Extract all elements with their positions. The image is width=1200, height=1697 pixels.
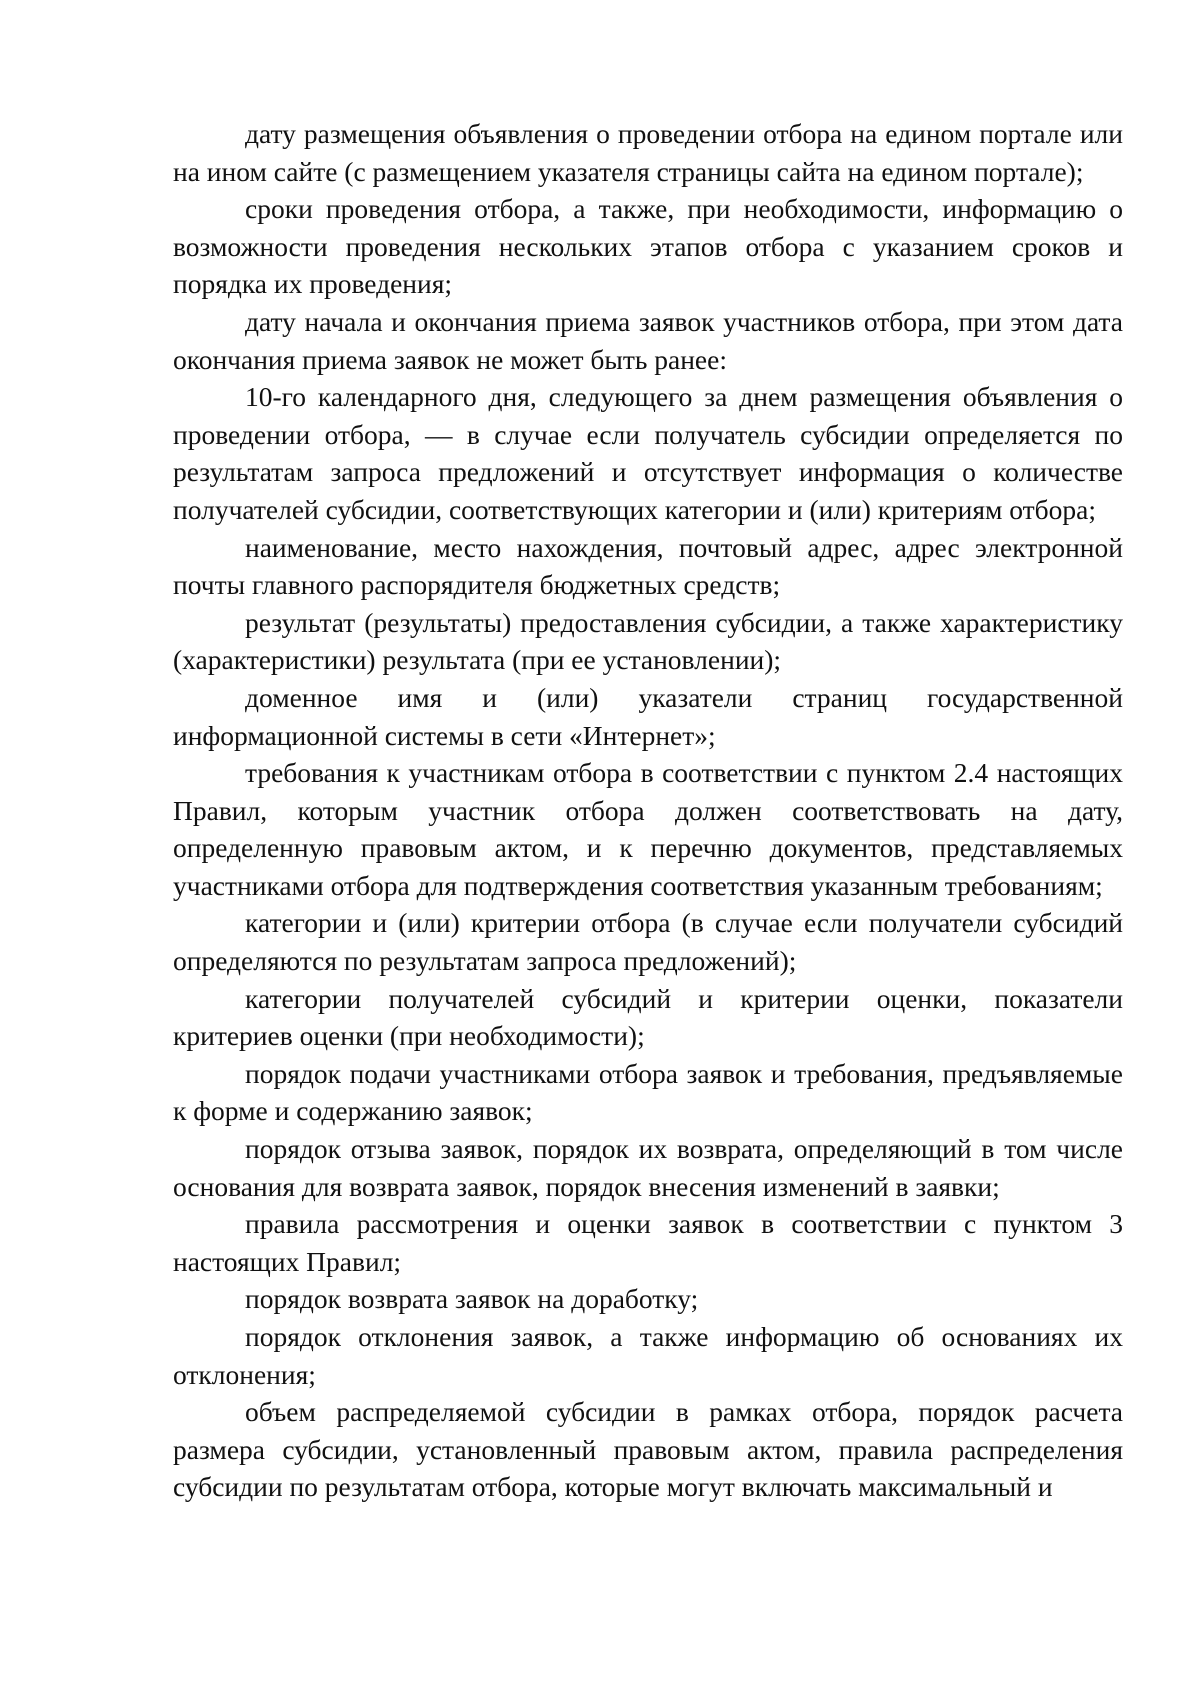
paragraph-distributor-details: наименование, место нахождения, почтовый адрес, адрес электронной почты главного распорядителя бюджетных средств;	[173, 531, 1123, 601]
paragraph-withdrawal-procedure: порядок отзыва заявок, порядок их возврата, определяющий в том числе основания для возврата заявок, порядок внесения изменений в заявки;	[173, 1133, 1123, 1202]
paragraph-subsidy-volume: объем распределяемой субсидии в рамках отбора, порядок расчета размера субсидии, установленный правовым актом, правила распределения субсидии по результатам отбора, которые могут включать максимальный и	[173, 1396, 1123, 1503]
paragraph-publication-date: дату размещения объявления о проведении отбора на едином портале или на ином сайте (с размещением указателя страницы сайта на едином портале);	[173, 118, 1123, 187]
paragraph-rejection-procedure: порядок отклонения заявок, а также информацию об основаниях их отклонения;	[173, 1321, 1123, 1390]
paragraph-recipient-categories: категории получателей субсидий и критерии оценки, показатели критериев оценки (при необходимости);	[173, 982, 1123, 1052]
paragraph-selection-terms: сроки проведения отбора, а также, при необходимости, информацию о возможности проведения нескольких этапов отбора с указанием сроков и порядка их проведения;	[173, 193, 1123, 300]
paragraph-return-for-revision: порядок возврата заявок на доработку;	[245, 1283, 699, 1315]
paragraph-subsidy-result: результат (результаты) предоставления субсидии, а также характеристику (характеристики) результата (при ее установлении);	[173, 606, 1123, 676]
paragraph-selection-criteria: категории и (или) критерии отбора (в случае если получатели субсидий определяются по результатам запроса предложений);	[173, 907, 1123, 977]
document-page	[173, 115, 1123, 1506]
paragraph-review-rules: правила рассмотрения и оценки заявок в соответствии с пунктом 3 настоящих Правил;	[173, 1208, 1123, 1277]
paragraph-submission-procedure: порядок подачи участниками отбора заявок и требования, предъявляемые к форме и содержанию заявок;	[173, 1057, 1123, 1127]
paragraph-domain-name: доменное имя и (или) указатели страниц государственной информационной системы в сети «Интернет»;	[173, 681, 1123, 751]
paragraph-application-dates: дату начала и окончания приема заявок участников отбора, при этом дата окончания приема заявок не может быть ранее:	[173, 305, 1123, 375]
paragraph-participant-requirements: требования к участникам отбора в соответствии с пунктом 2.4 настоящих Правил, которым участник отбора должен соответствовать на дату, определенную правовым актом, и к перечню документов, представляемых участниками отбора для подтверждения соответствия указанным требованиям;	[173, 757, 1123, 901]
paragraph-tenth-day: 10-го календарного дня, следующего за днем размещения объявления о проведении отбора, — в случае если получатель субсидии определяется по результатам запроса предложений и отсутствует информация о количестве получателей субсидии, соответствующих категории и (или) критериям отбора;	[173, 381, 1123, 525]
